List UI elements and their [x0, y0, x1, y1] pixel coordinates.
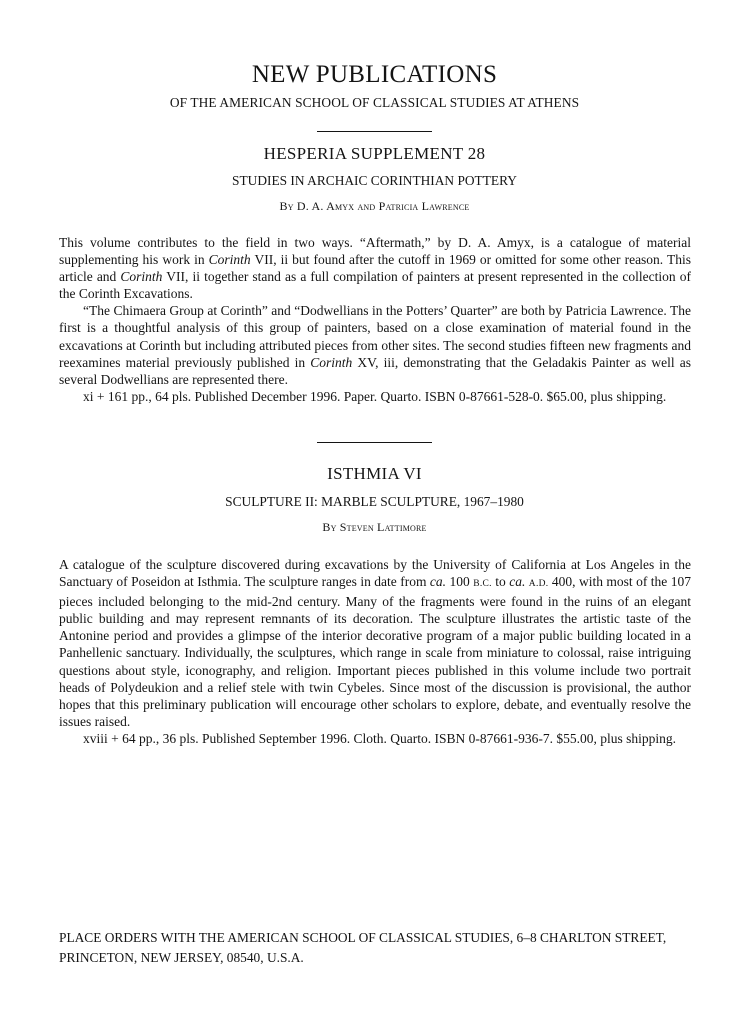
- body-paragraph: A catalogue of the sculpture discovered during excavations by the University of California at Los Angeles in the Sanctuary of Poseidon at Isthmia. The sculpture ranges in date from ca. 100 B.C. to ca. A.D. 400, with most of the 107 pieces included belonging to the mid-2nd century. Many of the fragments were found in the ruins of an elegant public building and may represent remnants of its decoration. The sculpture illustrates the artistic taste of the Antonine period and provides a glimpse of the interior decorative program of a major public building located in a Panhellenic sanctuary. Individually, the sculptures, which range in scale from miniature to colossal, raise intriguing questions about style, iconography, and religion. Important pieces published in this volume include two portrait heads of Polydeukion and a relief stele with twin Cybeles. Since most of the discussion is provisional, the author hopes that this preliminary publication will encourage other scholars to explore, debate, and eventually resolve the issues raised.: [59, 557, 691, 729]
- order-info: [59, 928, 699, 968]
- section-byline-2: By Steven Lattimore: [322, 520, 427, 534]
- order-line-1: PLACE ORDERS WITH THE AMERICAN SCHOOL OF CLASSICAL STUDIES, 6–8 CHARLTON STREET,: [59, 930, 667, 945]
- body-paragraph: This volume contributes to the field in two ways. “Aftermath,” by D. A. Amyx, is a catalogue of material supplementing his work in Corinth VII, ii but found after the cutoff in 1969 or omitted for some other reason. This article and Corinth VII, ii together stand as a full compilation of painters at present represented in the collection of the Corinth Excavations.: [59, 235, 691, 302]
- page-title: NEW PUBLICATIONS: [251, 61, 498, 88]
- body-paragraph: “The Chimaera Group at Corinth” and “Dodwellians in the Potters’ Quarter” are both by Patricia Lawrence. The first is a thoughtful analysis of this group of painters, based on a close examination of material found in the excavations at Corinth but including attributed pieces from other sites. The second studies fifteen new fragments and reexamines material previously published in Corinth XV, iii, demonstrating that the Geladakis Painter as well as several Dodwellians are represented there.: [59, 303, 692, 387]
- section-body-1: [59, 234, 691, 405]
- section-title-1: HESPERIA SUPPLEMENT 28: [263, 144, 486, 163]
- section-divider-2: [317, 442, 432, 443]
- section-title-2: ISTHMIA VI: [327, 464, 422, 483]
- section-divider-1: [317, 131, 432, 132]
- order-line-2: PRINCETON, NEW JERSEY, 08540, U.S.A.: [59, 950, 304, 965]
- section-byline-1: By D. A. Amyx and Patricia Lawrence: [279, 199, 470, 213]
- publication-details: xviii + 64 pp., 36 pls. Published September 1996. Cloth. Quarto. ISBN 0-87661-936-7. $55.00, plus shipping.: [83, 730, 676, 746]
- section-subtitle-1: STUDIES IN ARCHAIC CORINTHIAN POTTERY: [232, 173, 517, 188]
- publication-details: xi + 161 pp., 64 pls. Published December 1996. Paper. Quarto. ISBN 0-87661-528-0. $65.00, plus shipping.: [83, 388, 667, 404]
- page-subtitle: OF THE AMERICAN SCHOOL OF CLASSICAL STUDIES AT ATHENS: [169, 95, 580, 110]
- section-body-2: [59, 556, 691, 747]
- section-subtitle-2: SCULPTURE II: MARBLE SCULPTURE, 1967–1980: [225, 494, 524, 509]
